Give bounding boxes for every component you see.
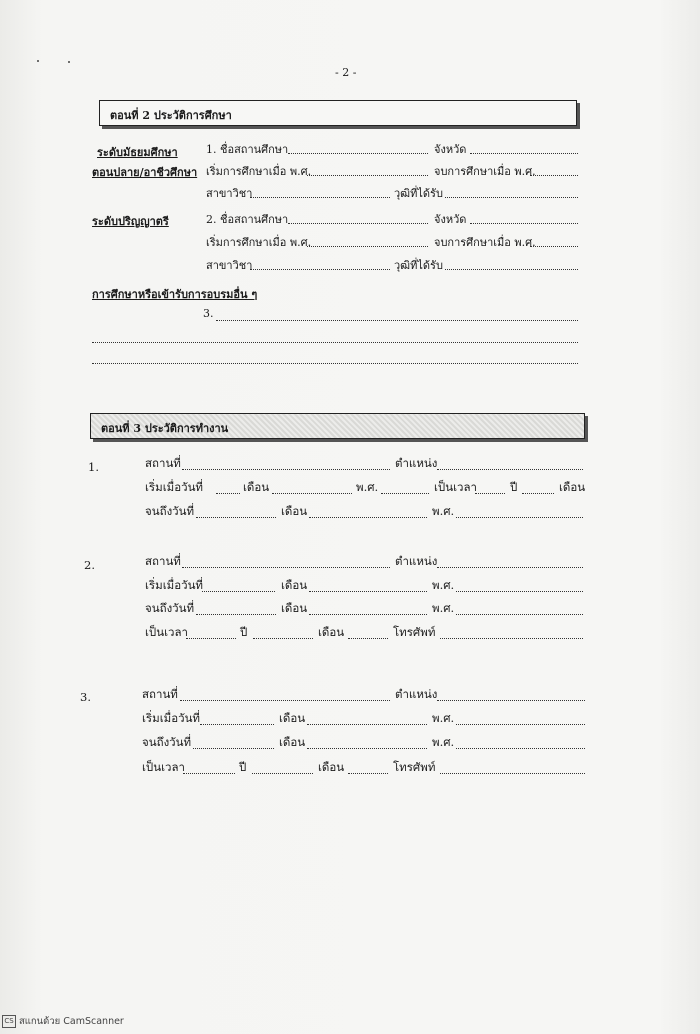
end-day-field-2[interactable] [196, 614, 276, 615]
place-field-3[interactable] [180, 700, 390, 701]
province-label-1: จังหวัด [434, 143, 467, 156]
section3-title-box [90, 413, 585, 439]
camscanner-text: สแกนด้วย CamScanner [19, 1016, 124, 1027]
year-label-1: ปี [510, 480, 518, 494]
place-label-2: สถานที่ [145, 554, 181, 568]
school-name-field-1[interactable] [288, 153, 428, 154]
start-year-label-1: เริ่มการศึกษาเมื่อ พ.ศ. [206, 165, 312, 178]
start-month-label-2: เดือน [281, 578, 308, 592]
school-name-label-1: 1. ชื่อสถานศึกษา [206, 143, 289, 156]
position-label-2: ตำแหน่ง [395, 554, 438, 568]
scan-speck [37, 60, 39, 62]
start-month-field-3[interactable] [307, 724, 427, 725]
scan-speck [68, 61, 70, 63]
start-month-label-1: เดือน [243, 480, 270, 494]
end-month-field-2[interactable] [309, 614, 427, 615]
end-be-field-1[interactable] [456, 517, 583, 518]
end-be-label-3: พ.ศ. [432, 735, 455, 749]
job-number-2: 2. [84, 558, 95, 572]
place-field-1[interactable] [182, 469, 390, 470]
other-training-heading: การศึกษาหรือเข้ารับการอบรมอื่น ๆ [92, 288, 258, 301]
other-training-field-3[interactable] [92, 363, 578, 364]
camscanner-logo-icon: CS [2, 1015, 16, 1028]
major-label-2: สาขาวิชา [206, 259, 253, 272]
phone-label-2: โทรศัพท์ [393, 625, 436, 639]
end-be-field-2[interactable] [456, 614, 583, 615]
start-year-label-2: เริ่มการศึกษาเมื่อ พ.ศ. [206, 236, 312, 249]
start-day-label-1: เริ่มเมื่อวันที่ [145, 480, 204, 494]
duration-extra-field-2[interactable] [348, 638, 388, 639]
place-field-2[interactable] [182, 567, 390, 568]
end-be-label-2: พ.ศ. [432, 601, 455, 615]
major-field-1[interactable] [250, 197, 390, 198]
place-label-1: สถานที่ [145, 456, 181, 470]
end-be-label-1: พ.ศ. [432, 504, 455, 518]
duration-months-field-2[interactable] [253, 638, 313, 639]
start-be-label-2: พ.ศ. [432, 578, 455, 592]
end-day-label-2: จนถึงวันที่ [145, 601, 195, 615]
secondary-level-heading: ระดับมัธยมศึกษา [97, 146, 178, 159]
duration-label-3: เป็นเวลา [142, 760, 185, 774]
camscanner-watermark [2, 1014, 124, 1029]
position-field-3[interactable] [437, 700, 585, 701]
start-month-field-1[interactable] [272, 493, 352, 494]
school-name-field-2[interactable] [288, 223, 428, 224]
duration-label-1: เป็นเวลา [434, 480, 477, 494]
phone-field-3[interactable] [440, 773, 585, 774]
school-name-label-2: 2. ชื่อสถานศึกษา [206, 213, 289, 226]
other-training-field-2[interactable] [92, 342, 578, 343]
duration-month-label-3: เดือน [318, 760, 345, 774]
end-month-field-1[interactable] [309, 517, 427, 518]
province-field-1[interactable] [470, 153, 578, 154]
start-year-field-2[interactable] [307, 246, 428, 247]
major-field-2[interactable] [250, 269, 390, 270]
end-month-field-3[interactable] [307, 748, 427, 749]
degree-field-2[interactable] [445, 269, 578, 270]
end-day-label-1: จนถึงวันที่ [145, 504, 195, 518]
year-label-2: ปี [240, 625, 248, 639]
end-year-field-1[interactable] [530, 175, 578, 176]
other-training-field-1[interactable] [216, 320, 578, 321]
start-day-field-3[interactable] [200, 724, 274, 725]
start-day-label-2: เริ่มเมื่อวันที่ [145, 578, 204, 592]
phone-label-3: โทรศัพท์ [393, 760, 436, 774]
duration-months-field-1[interactable] [522, 493, 554, 494]
start-be-field-2[interactable] [456, 591, 583, 592]
position-label-3: ตำแหน่ง [395, 687, 438, 701]
start-be-label-1: พ.ศ. [356, 480, 379, 494]
end-month-label-3: เดือน [279, 735, 306, 749]
section2-title: ตอนที่ 2 ประวัติการศึกษา [110, 109, 232, 122]
end-year-field-2[interactable] [530, 246, 578, 247]
job-number-1: 1. [88, 460, 99, 474]
duration-month-label-2: เดือน [318, 625, 345, 639]
bachelor-level-heading: ระดับปริญญาตรี [92, 215, 169, 228]
duration-extra-field-3[interactable] [348, 773, 388, 774]
other-training-number: 3. [203, 307, 214, 320]
start-be-field-1[interactable] [381, 493, 429, 494]
start-be-label-3: พ.ศ. [432, 711, 455, 725]
province-label-2: จังหวัด [434, 213, 467, 226]
end-year-label-1: จบการศึกษาเมื่อ พ.ศ. [434, 165, 536, 178]
end-day-field-3[interactable] [193, 748, 274, 749]
place-label-3: สถานที่ [142, 687, 178, 701]
start-year-field-1[interactable] [307, 175, 428, 176]
duration-years-field-3[interactable] [183, 773, 235, 774]
degree-field-1[interactable] [445, 197, 578, 198]
job-number-3: 3. [80, 690, 91, 704]
end-day-field-1[interactable] [196, 517, 276, 518]
position-field-2[interactable] [437, 567, 583, 568]
phone-field-2[interactable] [440, 638, 583, 639]
start-be-field-3[interactable] [456, 724, 585, 725]
section3-title: ตอนที่ 3 ประวัติการทำงาน [101, 422, 229, 435]
duration-months-field-3[interactable] [252, 773, 313, 774]
end-day-label-3: จนถึงวันที่ [142, 735, 192, 749]
position-label-1: ตำแหน่ง [395, 456, 438, 470]
section2-title-box [99, 100, 577, 126]
duration-label-2: เป็นเวลา [145, 625, 188, 639]
secondary-level-heading-2: ตอนปลาย/อาชีวศึกษา [92, 166, 198, 179]
end-month-label-1: เดือน [281, 504, 308, 518]
start-month-field-2[interactable] [309, 591, 427, 592]
year-label-3: ปี [239, 760, 247, 774]
position-field-1[interactable] [437, 469, 583, 470]
page-number: - 2 - [335, 66, 357, 79]
start-month-label-3: เดือน [279, 711, 306, 725]
province-field-2[interactable] [470, 223, 578, 224]
end-year-label-2: จบการศึกษาเมื่อ พ.ศ. [434, 236, 536, 249]
duration-years-field-2[interactable] [186, 638, 236, 639]
major-label-1: สาขาวิชา [206, 187, 253, 200]
end-month-label-2: เดือน [281, 601, 308, 615]
degree-label-2: วุฒิที่ได้รับ [394, 259, 443, 272]
duration-month-label-1: เดือน [559, 480, 586, 494]
duration-years-field-1[interactable] [475, 493, 505, 494]
start-day-label-3: เริ่มเมื่อวันที่ [142, 711, 201, 725]
degree-label-1: วุฒิที่ได้รับ [394, 187, 443, 200]
start-day-field-2[interactable] [202, 591, 275, 592]
end-be-field-3[interactable] [456, 748, 585, 749]
start-day-field-1[interactable] [216, 493, 240, 494]
